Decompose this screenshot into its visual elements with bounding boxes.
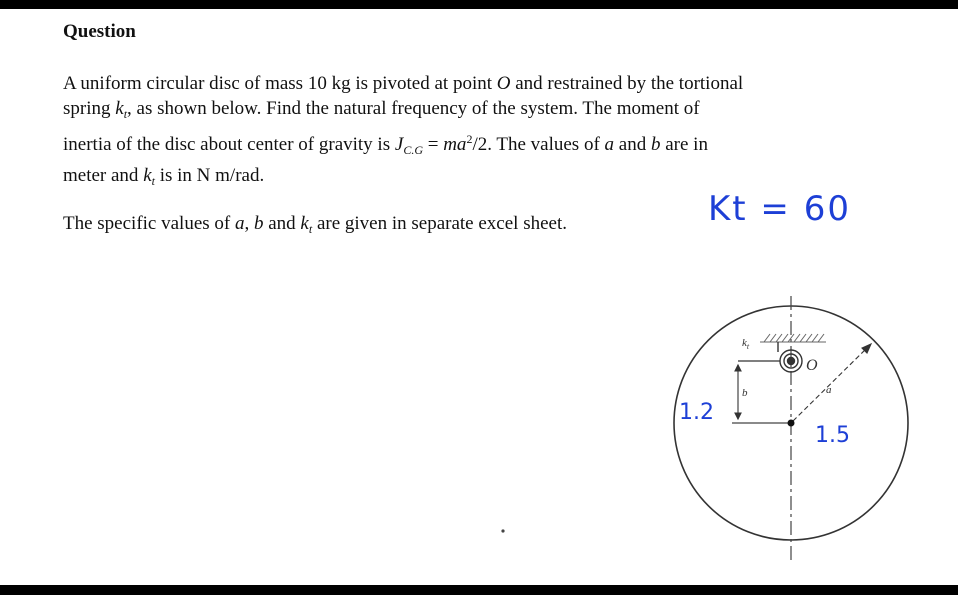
a-label: a	[826, 384, 832, 396]
question-paragraph: A uniform circular disc of mass 10 kg is pivoted at point O and restrained by the tortional spring $k_t$, as shown below. Find the natural frequency of the system. The moment of inertia of the disc about center of gravity is $J_{C.G} = ma^2/2$. The values of a and b are in meter and $k_t$ is in N m/rad.	[63, 73, 744, 188]
stray-dot	[501, 529, 504, 532]
handwritten-b-value: 1.2	[679, 400, 714, 425]
disc-diagram	[0, 9, 958, 585]
handwritten-kt-value: Kt = 60	[708, 189, 851, 229]
document-page	[0, 9, 958, 585]
radius-a	[793, 344, 871, 421]
b-dimension	[735, 365, 741, 419]
pivot-label-O: O	[806, 357, 818, 374]
handwritten-a-value: 1.5	[815, 423, 850, 448]
center-point	[788, 420, 795, 427]
hatched-support	[760, 334, 826, 342]
question-note: The specific values of a, b and $k_t$ are given in separate excel sheet.	[63, 213, 567, 236]
kt-label: $k_t$	[742, 337, 750, 351]
question-heading: Question	[63, 21, 136, 42]
b-label: b	[742, 387, 748, 399]
